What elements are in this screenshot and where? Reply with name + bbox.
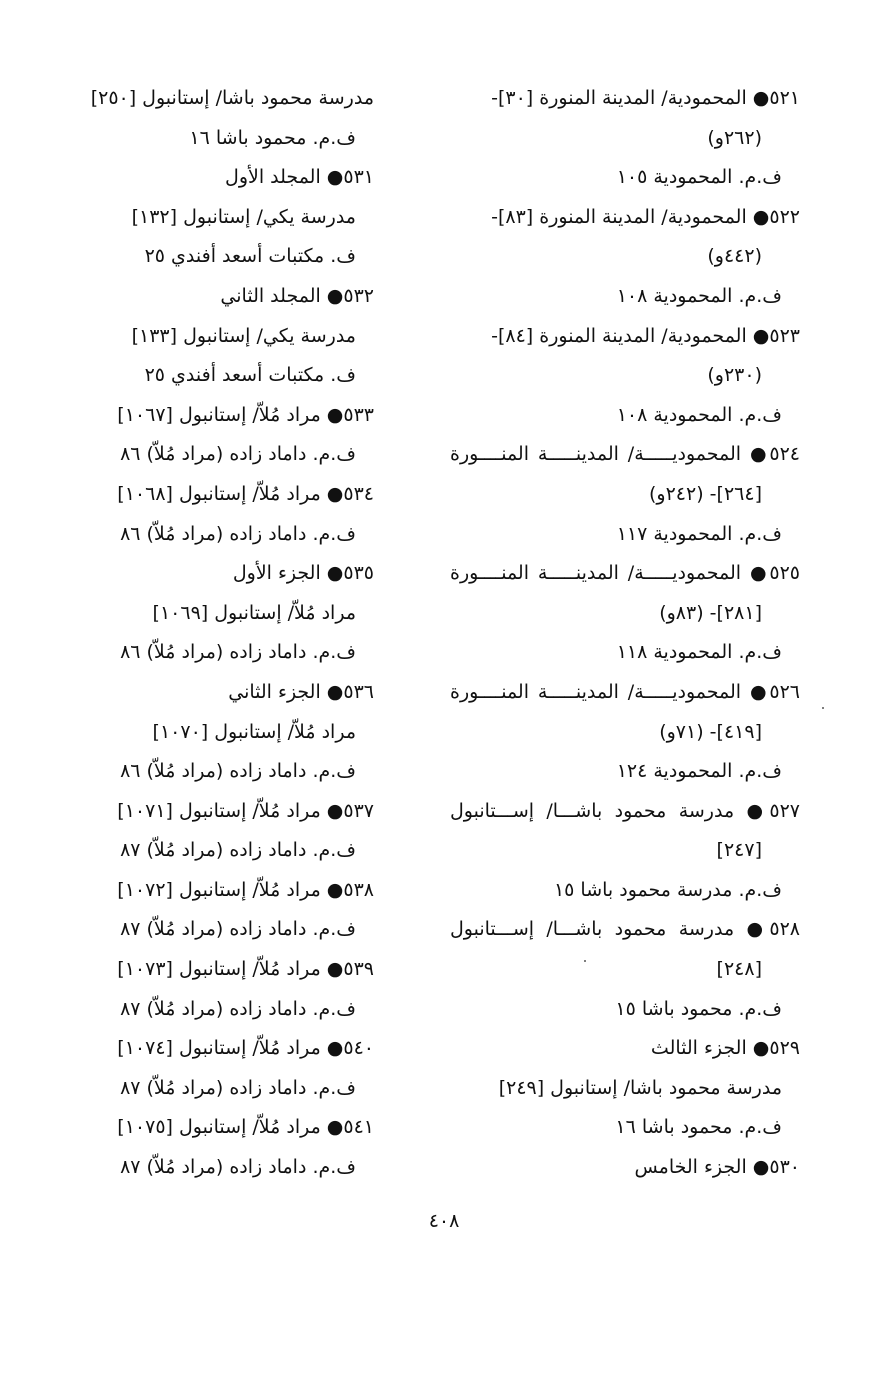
left-column-line: ٥٣١● المجلد الأول (225, 166, 374, 189)
right-column-line: (٤٤٢و) (707, 245, 762, 268)
left-column-line: ٥٣٢● المجلد الثاني (220, 284, 374, 307)
right-column-line: ف.م. مدرسة محمود باشا ١٥ (553, 878, 782, 901)
right-column-line: [٢٤٨] (716, 958, 762, 981)
left-column-line: ٥٣٧● مراد مُلاّ/ إستانبول [١٠٧١] (117, 799, 374, 822)
right-column-line: [٢٤٧] (716, 839, 762, 862)
right-column-line: ف.م. المحمودية ١٠٨ (616, 403, 782, 426)
left-column-line: ٥٣٣● مراد مُلاّ/ إستانبول [١٠٦٧] (117, 403, 374, 426)
right-column-line: (٢٦٢و) (707, 126, 762, 149)
right-column-line: ٥٢٧● مدرسة محمود باشـــا/ إســـتانبول (450, 799, 800, 822)
right-column (450, 79, 800, 1188)
left-column-line: ف.م. داماد زاده (مراد مُلاّ) ٨٧ (120, 918, 356, 941)
left-column-line: ٥٣٤● مراد مُلاّ/ إستانبول [١٠٦٨] (117, 482, 374, 505)
left-column-line: ف.م. محمود باشا ١٦ (189, 126, 356, 149)
left-column-line: مدرسة يكي/ إستانبول [١٣٣] (131, 324, 356, 347)
right-column-line: ف.م. محمود باشا ١٦ (615, 1116, 782, 1139)
right-column-line: مدرسة محمود باشا/ إستانبول [٢٤٩] (498, 1076, 782, 1099)
right-column-line: ٥٢٥● المحموديـــــة/ المدينـــــة المنــــورة (450, 562, 800, 585)
right-column-line: ٥٢٦● المحموديـــــة/ المدينـــــة المنــــورة (450, 680, 800, 703)
page-number: ٤٠٨ (428, 1210, 460, 1232)
right-column-line: ف.م. المحمودية ١٠٥ (616, 166, 782, 189)
left-column-line: ف.م. داماد زاده (مراد مُلاّ) ٨٦ (120, 641, 356, 664)
left-column-line: مدرسة يكي/ إستانبول [١٣٢] (131, 205, 356, 228)
right-column-line: ف.م. المحمودية ١٠٨ (616, 284, 782, 307)
left-column-line: مراد مُلاّ/ إستانبول [١٠٧٠] (152, 720, 356, 743)
left-column-line: ٥٣٨● مراد مُلاّ/ إستانبول [١٠٧٢] (117, 878, 374, 901)
left-column-line: ف.م. داماد زاده (مراد مُلاّ) ٨٧ (120, 1156, 356, 1179)
right-column-line: ف.م. المحمودية ١١٨ (616, 641, 782, 664)
right-column-line: ٥٢٨● مدرسة محمود باشـــا/ إســـتانبول (450, 918, 800, 941)
left-column-line: ف.م. داماد زاده (مراد مُلاّ) ٨٧ (120, 1076, 356, 1099)
right-column-line: ف.م. المحمودية ١٢٤ (616, 760, 782, 783)
right-column-line: ف.م. المحمودية ١١٧ (616, 522, 782, 545)
right-column-line: [٤١٩]- (٧١و) (659, 720, 762, 743)
right-column-line: ٥٢٢● المحمودية/ المدينة المنورة [٨٣]- (491, 205, 800, 228)
right-column-line: ٥٢٤● المحموديـــــة/ المدينـــــة المنــــورة (450, 443, 800, 466)
left-column-line: ف.م. داماد زاده (مراد مُلاّ) ٨٦ (120, 760, 356, 783)
left-column-line: ٥٤١● مراد مُلاّ/ إستانبول [١٠٧٥] (117, 1116, 374, 1139)
scan-speck (822, 707, 824, 709)
left-column-line: ف. مكتبات أسعد أفندي ٢٥ (144, 245, 356, 268)
left-column-line: ٥٣٥● الجزء الأول (232, 562, 374, 585)
right-column-line: ٥٢٩● الجزء الثالث (650, 1037, 800, 1060)
right-column-line: ف.م. محمود باشا ١٥ (615, 997, 782, 1020)
left-column-line: ف.م. داماد زاده (مراد مُلاّ) ٨٦ (120, 522, 356, 545)
left-column-line: مدرسة محمود باشا/ إستانبول [٢٥٠] (90, 87, 374, 109)
right-column-line: (٢٣٠و) (707, 364, 762, 387)
left-column-line: ٥٤٠● مراد مُلاّ/ إستانبول [١٠٧٤] (117, 1037, 374, 1060)
scan-speck (584, 960, 586, 962)
right-column-line: [٢٦٤]- (٢٤٢و) (649, 482, 762, 505)
left-column-line: ٥٣٩● مراد مُلاّ/ إستانبول [١٠٧٣] (117, 958, 374, 981)
left-column-line: مراد مُلاّ/ إستانبول [١٠٦٩] (152, 601, 356, 624)
right-column-line: ٥٢٣● المحمودية/ المدينة المنورة [٨٤]- (491, 324, 800, 347)
right-column-line: [٢٨١]- (٨٣و) (659, 601, 762, 624)
right-column-line: ٥٢١● المحمودية/ المدينة المنورة [٣٠]- (491, 87, 800, 109)
left-column (64, 79, 374, 1188)
left-column-line: ف.م. داماد زاده (مراد مُلاّ) ٨٦ (120, 443, 356, 466)
left-column-line: ف.م. داماد زاده (مراد مُلاّ) ٨٧ (120, 997, 356, 1020)
left-column-line: ٥٣٦● الجزء الثاني (228, 680, 374, 703)
right-column-line: ٥٣٠● الجزء الخامس (634, 1156, 800, 1179)
left-column-line: ف. مكتبات أسعد أفندي ٢٥ (144, 364, 356, 387)
left-column-line: ف.م. داماد زاده (مراد مُلاّ) ٨٧ (120, 839, 356, 862)
